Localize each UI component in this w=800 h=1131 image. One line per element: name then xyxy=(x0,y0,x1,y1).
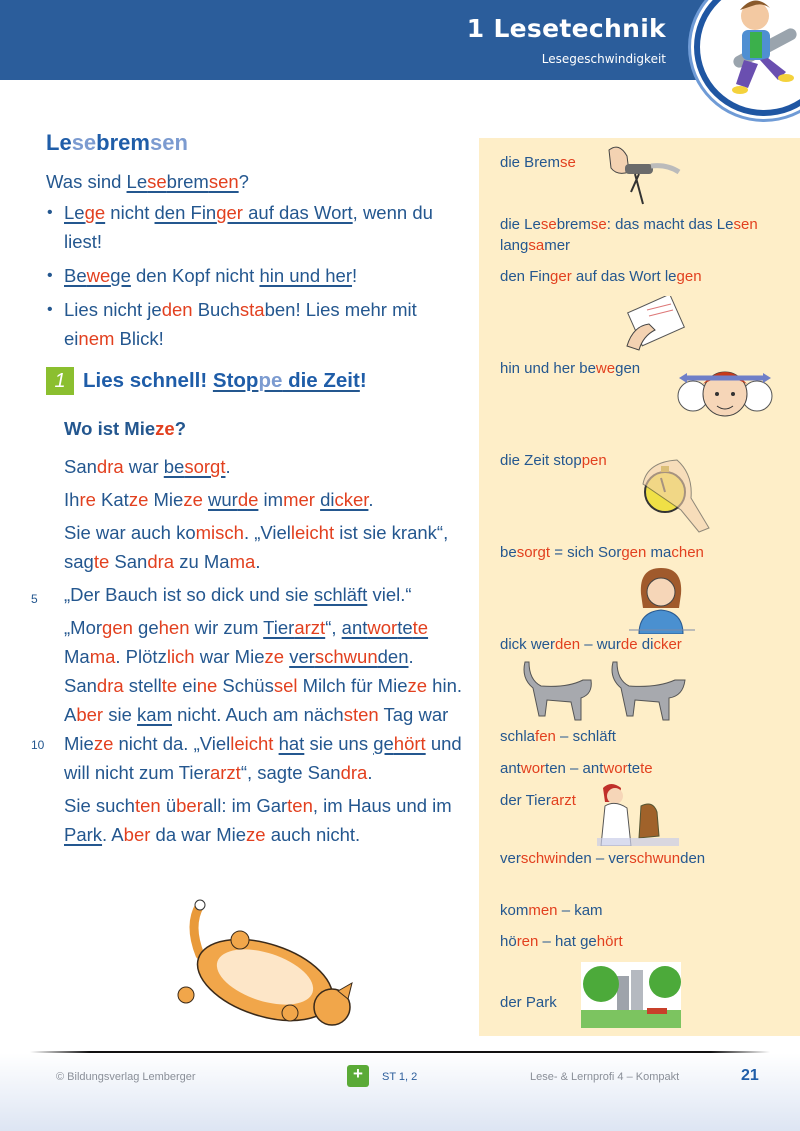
text-segment: Stop xyxy=(212,369,259,392)
text-segment: sie xyxy=(103,704,138,725)
glossary-item xyxy=(500,790,576,811)
page-footer xyxy=(0,1053,800,1131)
text-segment: ver xyxy=(500,850,521,867)
text-segment: dra xyxy=(96,456,124,477)
text-segment: ge xyxy=(84,202,106,223)
text-segment: die Zeit xyxy=(282,369,360,392)
text-segment: . xyxy=(367,762,373,783)
text-segment: Kat xyxy=(95,489,129,510)
text-segment: schläft xyxy=(313,584,368,605)
text-segment: men xyxy=(528,902,558,919)
text-segment: den xyxy=(377,646,409,667)
text-segment: sorgt xyxy=(184,456,226,477)
text-segment: – schläft xyxy=(555,728,616,745)
text-segment: ren xyxy=(516,933,539,950)
text-segment: di xyxy=(637,636,654,653)
text-segment: dra xyxy=(96,675,124,696)
copyright: © Bildungsverlag Lemberger xyxy=(56,1071,196,1083)
text-segment: „Der Bauch ist so dick und sie xyxy=(64,584,314,605)
text-segment: ant xyxy=(341,617,368,638)
chapter-subtitle: Lesegeschwindigkeit xyxy=(541,52,666,66)
text-segment: ger xyxy=(216,202,243,223)
text-segment: schwun xyxy=(314,646,378,667)
story-paragraph xyxy=(64,613,469,787)
text-segment: Milch für Mie xyxy=(297,675,408,696)
text-segment: . xyxy=(255,551,261,572)
text-segment: wir zum xyxy=(189,617,264,638)
text-segment: – wur xyxy=(580,636,621,653)
stopwatch-icon xyxy=(637,454,713,539)
page-number: 21 xyxy=(741,1067,759,1084)
story-title xyxy=(64,418,186,440)
text-segment: nem xyxy=(78,328,115,349)
text-segment: ei xyxy=(177,675,197,696)
text-segment: da war Mie xyxy=(150,824,247,845)
text-segment: ten xyxy=(134,795,161,816)
glossary-item xyxy=(500,900,603,921)
text-segment: arzt xyxy=(294,617,326,638)
glossary-item xyxy=(500,358,640,379)
text-segment: te xyxy=(640,760,653,777)
text-segment: Tier xyxy=(263,617,295,638)
text-segment: . xyxy=(225,456,231,477)
glossary-item xyxy=(500,634,682,655)
text-segment: . „Viel xyxy=(243,522,291,543)
text-segment: hen xyxy=(158,617,190,638)
text-segment: se xyxy=(560,154,576,171)
text-segment: der Tier xyxy=(500,792,551,809)
text-segment: re xyxy=(79,489,96,510)
text-segment: ! xyxy=(359,369,367,392)
section-question xyxy=(46,167,249,196)
glossary-item xyxy=(500,758,653,779)
title-seg: Le xyxy=(46,130,72,155)
text-segment: Ih xyxy=(64,489,80,510)
text-segment: ze xyxy=(246,824,266,845)
text-segment: die Brem xyxy=(500,154,561,171)
book-title: Lese- & Lernprofi 4 – Kompakt xyxy=(530,1071,680,1083)
text-segment: se xyxy=(540,216,557,233)
text-segment: Be xyxy=(64,265,87,286)
task-title xyxy=(83,369,367,393)
text-segment: sen xyxy=(733,216,758,233)
text-segment: wor xyxy=(603,760,628,777)
tip-item xyxy=(46,198,466,256)
text-segment: chen xyxy=(671,544,704,561)
vet-with-dog-icon xyxy=(597,782,679,851)
story-paragraph xyxy=(64,452,469,481)
text-segment: im xyxy=(258,489,284,510)
text-segment: hin und her be xyxy=(500,360,596,377)
text-segment: gen xyxy=(615,360,641,377)
text-segment: ge xyxy=(373,733,394,754)
text-segment: die Le xyxy=(500,216,541,233)
text-segment: sie uns xyxy=(304,733,374,754)
glossary-item xyxy=(500,450,607,471)
text-segment: die Zeit stop xyxy=(500,452,582,469)
text-segment: ze xyxy=(93,733,114,754)
text-segment: te xyxy=(93,551,110,572)
lying-cat-icon xyxy=(170,895,370,1035)
text-segment: de xyxy=(237,489,259,510)
text-segment: nicht xyxy=(105,202,155,223)
text-segment: Lies schnell! xyxy=(83,369,213,392)
story-paragraph xyxy=(64,580,469,609)
text-segment: we xyxy=(595,360,616,377)
text-segment: den xyxy=(680,850,706,867)
tip-item xyxy=(46,261,466,290)
text-segment: ant xyxy=(500,760,521,777)
text-segment: sel xyxy=(273,675,298,696)
text-segment: San xyxy=(64,456,97,477)
text-segment: viel.“ xyxy=(367,584,412,605)
text-segment: di xyxy=(320,489,335,510)
text-segment: ne xyxy=(196,675,218,696)
text-segment: ? xyxy=(174,418,186,439)
text-segment: sta xyxy=(239,299,265,320)
text-segment: mer xyxy=(283,489,315,510)
text-segment: leicht xyxy=(230,733,274,754)
text-segment: . A xyxy=(102,824,124,845)
text-segment: Sie war auch ko xyxy=(64,522,196,543)
text-segment: we xyxy=(86,265,111,286)
glossary-item xyxy=(500,931,623,952)
text-segment: auf das Wort xyxy=(242,202,353,223)
text-segment: ? xyxy=(238,171,249,192)
text-segment: ma xyxy=(646,544,672,561)
text-segment: ma xyxy=(229,551,256,572)
text-segment: brem xyxy=(166,171,209,192)
text-segment: ger xyxy=(550,268,572,285)
finger-on-text-icon xyxy=(619,296,691,357)
text-segment: ber xyxy=(176,795,203,816)
title-seg: sen xyxy=(149,130,188,155)
text-segment: den Fin xyxy=(154,202,217,223)
text-segment: sorgt xyxy=(516,544,551,561)
text-segment: te xyxy=(397,617,413,638)
text-segment: pe xyxy=(258,369,283,392)
text-segment: ge xyxy=(132,617,159,638)
text-segment: hin. A xyxy=(64,675,463,725)
text-segment: , wenn du liest! xyxy=(64,202,433,252)
tip-item xyxy=(46,295,466,353)
text-segment: hört xyxy=(596,933,623,950)
text-segment: auch nicht. xyxy=(265,824,361,845)
story-paragraph xyxy=(64,485,469,514)
text-segment: wor xyxy=(520,760,546,777)
glossary-item xyxy=(500,214,800,256)
text-segment: gen xyxy=(676,268,702,285)
text-segment: “, xyxy=(325,617,342,638)
task-heading xyxy=(46,367,367,395)
line-number: 10 xyxy=(31,738,45,752)
text-segment: Le xyxy=(126,171,148,192)
text-segment: den Fin xyxy=(500,268,551,285)
text-segment: Ma xyxy=(64,646,90,667)
story-text xyxy=(64,452,469,853)
text-segment: der Park xyxy=(500,994,557,1011)
text-segment: Sie such xyxy=(64,795,135,816)
text-segment: auf das Wort le xyxy=(571,268,677,285)
text-segment: Park xyxy=(64,824,103,845)
text-segment: brem xyxy=(556,216,591,233)
text-segment: . San xyxy=(64,646,414,696)
text-segment: Buch xyxy=(192,299,240,320)
text-segment: Lies nicht je xyxy=(64,299,162,320)
text-segment: kam xyxy=(137,704,172,725)
text-segment: ma xyxy=(89,646,116,667)
story-paragraph xyxy=(64,518,469,576)
text-segment: lang xyxy=(500,237,529,254)
text-segment: arzt xyxy=(550,792,576,809)
text-segment: schla xyxy=(500,728,536,745)
text-segment: nicht. Auch am näch xyxy=(171,704,344,725)
line-number: 5 xyxy=(31,592,38,606)
text-segment: schwun xyxy=(629,850,681,867)
text-segment: den xyxy=(161,299,193,320)
text-segment: “, sagte San xyxy=(240,762,341,783)
task-number-badge: 1 xyxy=(46,367,74,395)
glossary-item xyxy=(500,992,557,1013)
text-segment: ben! Lies mehr mit ei xyxy=(64,299,417,349)
text-segment: hat xyxy=(278,733,305,754)
text-segment: sen xyxy=(208,171,239,192)
text-segment: Was sind xyxy=(46,171,127,192)
title-seg: se xyxy=(71,130,97,155)
text-segment: wor xyxy=(367,617,398,638)
glossary-item xyxy=(500,266,702,287)
text-segment: Mie xyxy=(148,489,184,510)
text-segment: San xyxy=(109,551,148,572)
text-segment: ü xyxy=(160,795,177,816)
text-segment: Schüs xyxy=(217,675,274,696)
text-segment: stell xyxy=(123,675,162,696)
chapter-header xyxy=(0,0,800,80)
text-segment: = sich Sor xyxy=(550,544,622,561)
text-segment: ze xyxy=(264,646,285,667)
text-segment: Le xyxy=(64,202,85,223)
text-segment: den – ver xyxy=(566,850,630,867)
text-segment: dra xyxy=(147,551,175,572)
cats-icon xyxy=(519,658,699,729)
text-segment: ten – ant xyxy=(545,760,604,777)
glossary-item xyxy=(500,848,705,869)
text-segment: te xyxy=(161,675,178,696)
text-segment: mer xyxy=(544,237,571,254)
text-segment: ver xyxy=(289,646,315,667)
text-segment: den Kopf nicht xyxy=(130,265,260,286)
text-segment: schwin xyxy=(520,850,567,867)
text-segment: be xyxy=(163,456,185,477)
plus-badge-icon: + xyxy=(347,1065,369,1087)
text-segment: „Mor xyxy=(64,617,103,638)
glossary-item xyxy=(500,726,616,747)
text-segment: nicht da. „Viel xyxy=(113,733,231,754)
tips-list xyxy=(46,198,466,358)
text-segment: ze xyxy=(128,489,149,510)
text-segment: Tag war Mie xyxy=(64,704,449,754)
title-seg: brem xyxy=(96,130,150,155)
text-segment: ze xyxy=(183,489,203,510)
text-segment: all: im Gar xyxy=(202,795,288,816)
text-segment: . Plötz xyxy=(115,646,167,667)
text-segment: se xyxy=(590,216,607,233)
text-segment: sa xyxy=(528,237,545,254)
st-reference: ST 1, 2 xyxy=(382,1071,418,1083)
text-segment: war Mie xyxy=(194,646,265,667)
chapter-title: 1 Lesetechnik xyxy=(466,14,666,43)
worried-girl-icon xyxy=(629,564,695,639)
text-segment: zu Ma xyxy=(174,551,230,572)
text-segment: cker xyxy=(334,489,369,510)
text-segment: ze xyxy=(407,675,428,696)
text-segment: be xyxy=(500,544,517,561)
text-segment: leicht xyxy=(290,522,335,543)
text-segment: – kam xyxy=(557,902,603,919)
text-segment: und will nicht zum Tier xyxy=(64,733,462,783)
text-segment: den xyxy=(555,636,581,653)
text-segment: ! xyxy=(352,265,358,286)
bicycle-brake-icon xyxy=(599,142,683,211)
story-paragraph xyxy=(64,791,469,849)
text-segment: ber xyxy=(123,824,151,845)
text-segment: lich xyxy=(166,646,195,667)
text-segment: hört xyxy=(393,733,426,754)
head-turning-icon xyxy=(675,358,775,433)
text-segment: gen xyxy=(102,617,133,638)
text-segment: sten xyxy=(343,704,379,725)
text-segment: te xyxy=(412,617,429,638)
text-segment: fen xyxy=(535,728,556,745)
text-segment: ist sie krank“, sag xyxy=(64,522,449,572)
text-segment: . xyxy=(368,489,374,510)
text-segment: ze xyxy=(155,418,175,439)
text-segment: – hat ge xyxy=(538,933,597,950)
text-segment: te xyxy=(627,760,641,777)
text-segment: Blick! xyxy=(114,328,164,349)
text-segment: dick wer xyxy=(500,636,556,653)
text-segment: wur xyxy=(208,489,238,510)
text-segment: se xyxy=(147,171,167,192)
text-segment: ge xyxy=(110,265,131,286)
text-segment: de xyxy=(620,636,638,653)
text-segment: pen xyxy=(581,452,607,469)
glossary-panel xyxy=(479,138,800,1036)
text-segment: ten xyxy=(287,795,313,816)
text-segment: war xyxy=(123,456,164,477)
mascot-badge xyxy=(694,0,800,116)
text-segment: : das macht das Le xyxy=(606,216,734,233)
text-segment: ber xyxy=(76,704,104,725)
text-segment: hö xyxy=(500,933,517,950)
text-segment: dra xyxy=(340,762,368,783)
glossary-item xyxy=(500,152,576,173)
text-segment: Wo ist Mie xyxy=(64,418,156,439)
park-icon xyxy=(581,962,681,1033)
text-segment: cker xyxy=(653,636,682,653)
text-segment: gen xyxy=(621,544,647,561)
text-segment: misch xyxy=(195,522,244,543)
glossary-item xyxy=(500,542,704,563)
section-title xyxy=(46,130,188,156)
text-segment: arzt xyxy=(209,762,241,783)
text-segment: , im Haus und im xyxy=(312,795,452,816)
text-segment: hin und her xyxy=(259,265,353,286)
text-segment: kom xyxy=(500,902,529,919)
boy-with-wrench-icon xyxy=(700,0,800,116)
